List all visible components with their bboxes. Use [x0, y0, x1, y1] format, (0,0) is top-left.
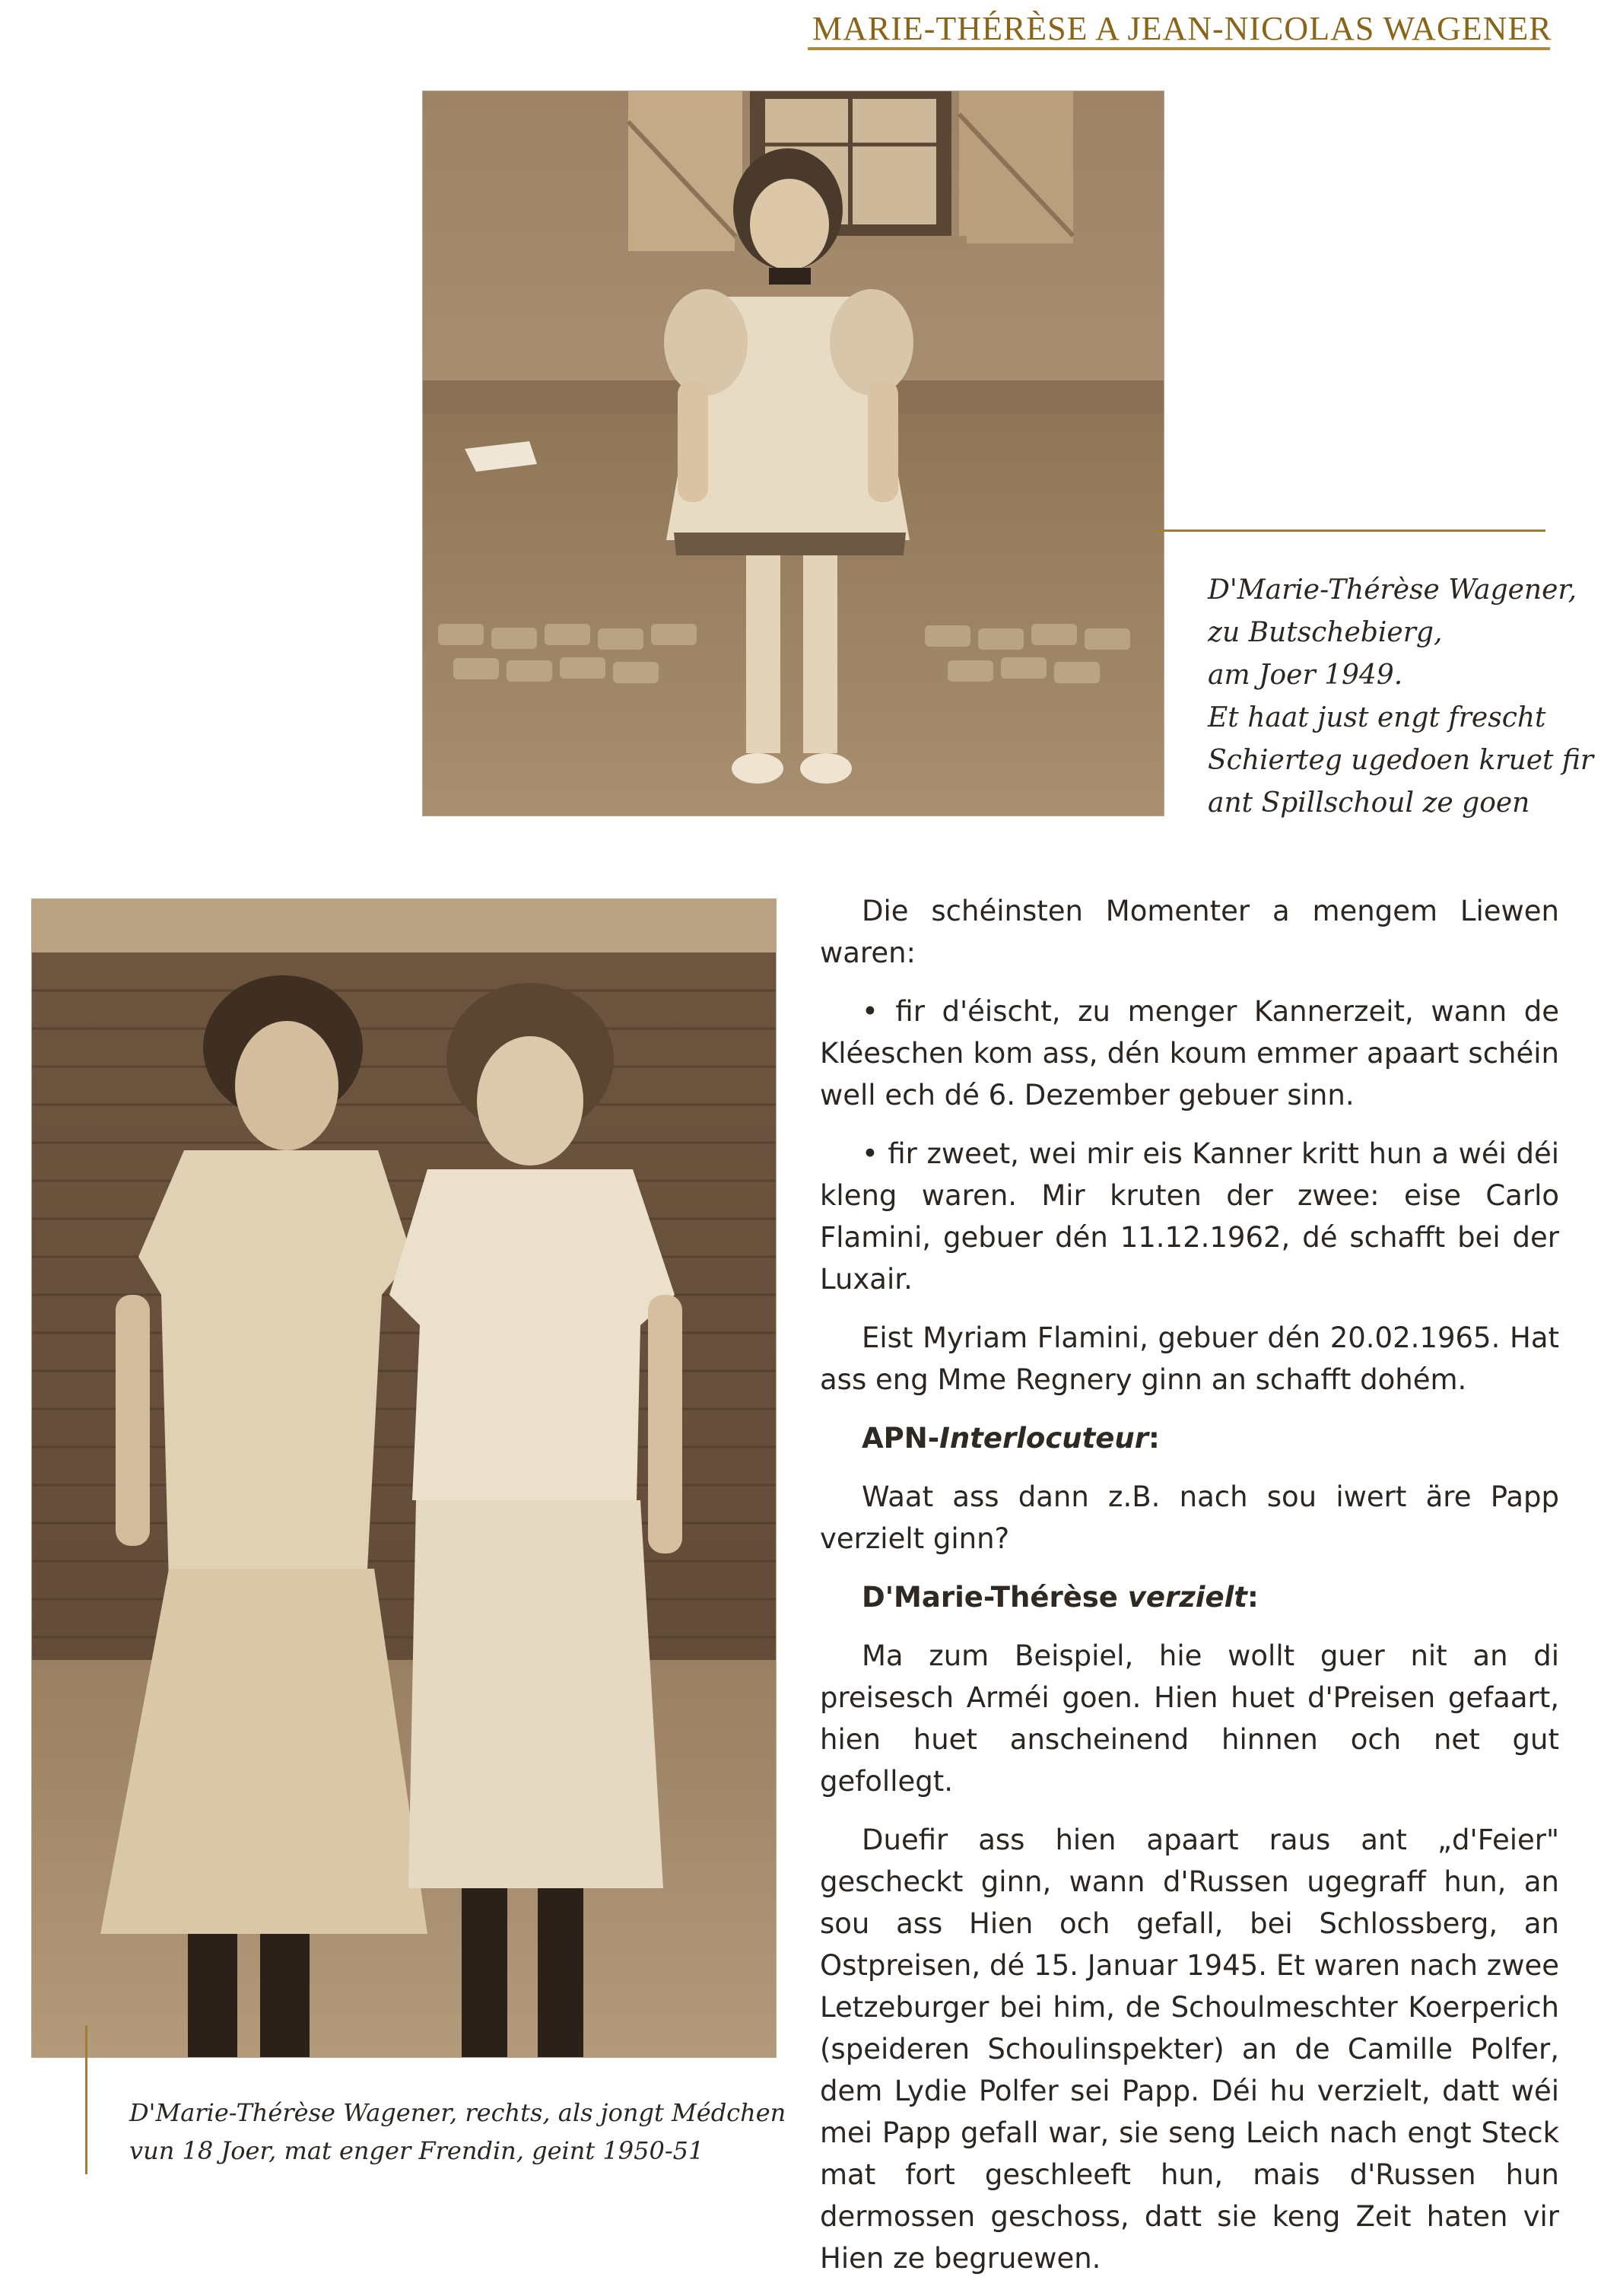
- speaker-1-prefix: APN-: [862, 1422, 940, 1455]
- speaker-label-interlocuteur: [820, 1417, 1559, 1459]
- article-bullet-2: • fir zweet, wei mir eis Kanner kritt hun a wéi déi kleng waren. Mir kruten der zwee: eise Carlo Flamini, gebuer dén 11.12.1962, dé schafft bei der Luxair.: [820, 1137, 1559, 1296]
- photo-two-women-1950: [32, 899, 776, 2057]
- photo-two-women-1950-caption: [129, 2094, 786, 2170]
- article-paragraph-army: Ma zum Beispiel, hie wollt guer nit an di preisesch Arméi goen. Hien huet d'Preisen gefaart, hien huet anscheinend hinnen och net gut gefollegt.: [820, 1639, 1559, 1798]
- caption-1-line: D'Marie-Thérèse Wagener,: [1208, 574, 1577, 606]
- caption-1-line: zu Butschebierg,: [1208, 617, 1443, 648]
- photo-girl-1949-image: [423, 91, 1164, 816]
- speaker-1-italic: Interlocuteur: [939, 1422, 1148, 1455]
- speaker-1-suffix: :: [1148, 1422, 1160, 1455]
- caption-2-line: vun 18 Joer, mat enger Frendin, geint 1950-51: [129, 2136, 704, 2165]
- caption-1-line: ant Spillschoul ze goen: [1208, 787, 1530, 819]
- caption-1-line: Schierteg ugedoen kruet fir: [1208, 745, 1594, 776]
- article-paragraph-myriam: Eist Myriam Flamini, gebuer dén 20.02.1965. Hat ass eng Mme Regnery ginn an schafft dohém.: [820, 1321, 1559, 1396]
- article-body: [820, 890, 1559, 2296]
- caption-2-rule: [85, 2025, 87, 2174]
- article-intro: Die schéinsten Momenter a mengem Liewen waren:: [820, 895, 1559, 969]
- photo-girl-1949-caption: [1208, 569, 1593, 825]
- article-bullet-1: • fir d'éischt, zu menger Kannerzeit, wann de Kléeschen kom ass, dén koum emmer apaart schéin well ech dé 6. Dezember gebuer sinn.: [820, 995, 1559, 1111]
- speaker-2-italic: verzielt: [1127, 1581, 1247, 1614]
- speaker-2-prefix: D'Marie-Thérèse: [862, 1581, 1128, 1614]
- caption-2-line: D'Marie-Thérèse Wagener, rechts, als jongt Médchen: [129, 2098, 786, 2127]
- caption-1-rule: [1156, 529, 1545, 532]
- speaker-label-marie-therese: [820, 1576, 1559, 1618]
- photo-two-women-1950-image: [32, 899, 776, 2057]
- article-paragraph-final: Duefir ass hien apaart raus ant „d'Feier" gescheckt ginn, wann d'Russen ugegraff hun, an sou ass Hien och gefall, bei Schlossberg, an Ostpreisen, dé 15. Januar 1945. Et waren nach zwee Letzeburger bei him, de Schoulmeschter Koerperich (speideren Schoulinspekter) an de Camille Polfer, dem Lydie Polfer sei Papp. Déi hu verzielt, datt wéi mei Papp gefall war, sie seng Leich nach engt Steck mat fort geschleeft hun, mais d'Russen hun dermossen geschoss, datt sie keng Zeit haten vir Hien ze begruewen.: [820, 1824, 1559, 2275]
- photo-girl-1949: [423, 91, 1164, 816]
- caption-1-line: Et haat just engt frescht: [1208, 702, 1546, 733]
- caption-1-line: am Joer 1949.: [1208, 660, 1403, 691]
- article-question: Waat ass dann z.B. nach sou iwert äre Papp verzielt ginn?: [820, 1480, 1559, 1555]
- speaker-2-suffix: :: [1247, 1581, 1259, 1614]
- page-header-title: MARIE-THÉRÈSE A JEAN-NICOLAS WAGENER: [812, 10, 1552, 47]
- header-rule: [808, 47, 1550, 50]
